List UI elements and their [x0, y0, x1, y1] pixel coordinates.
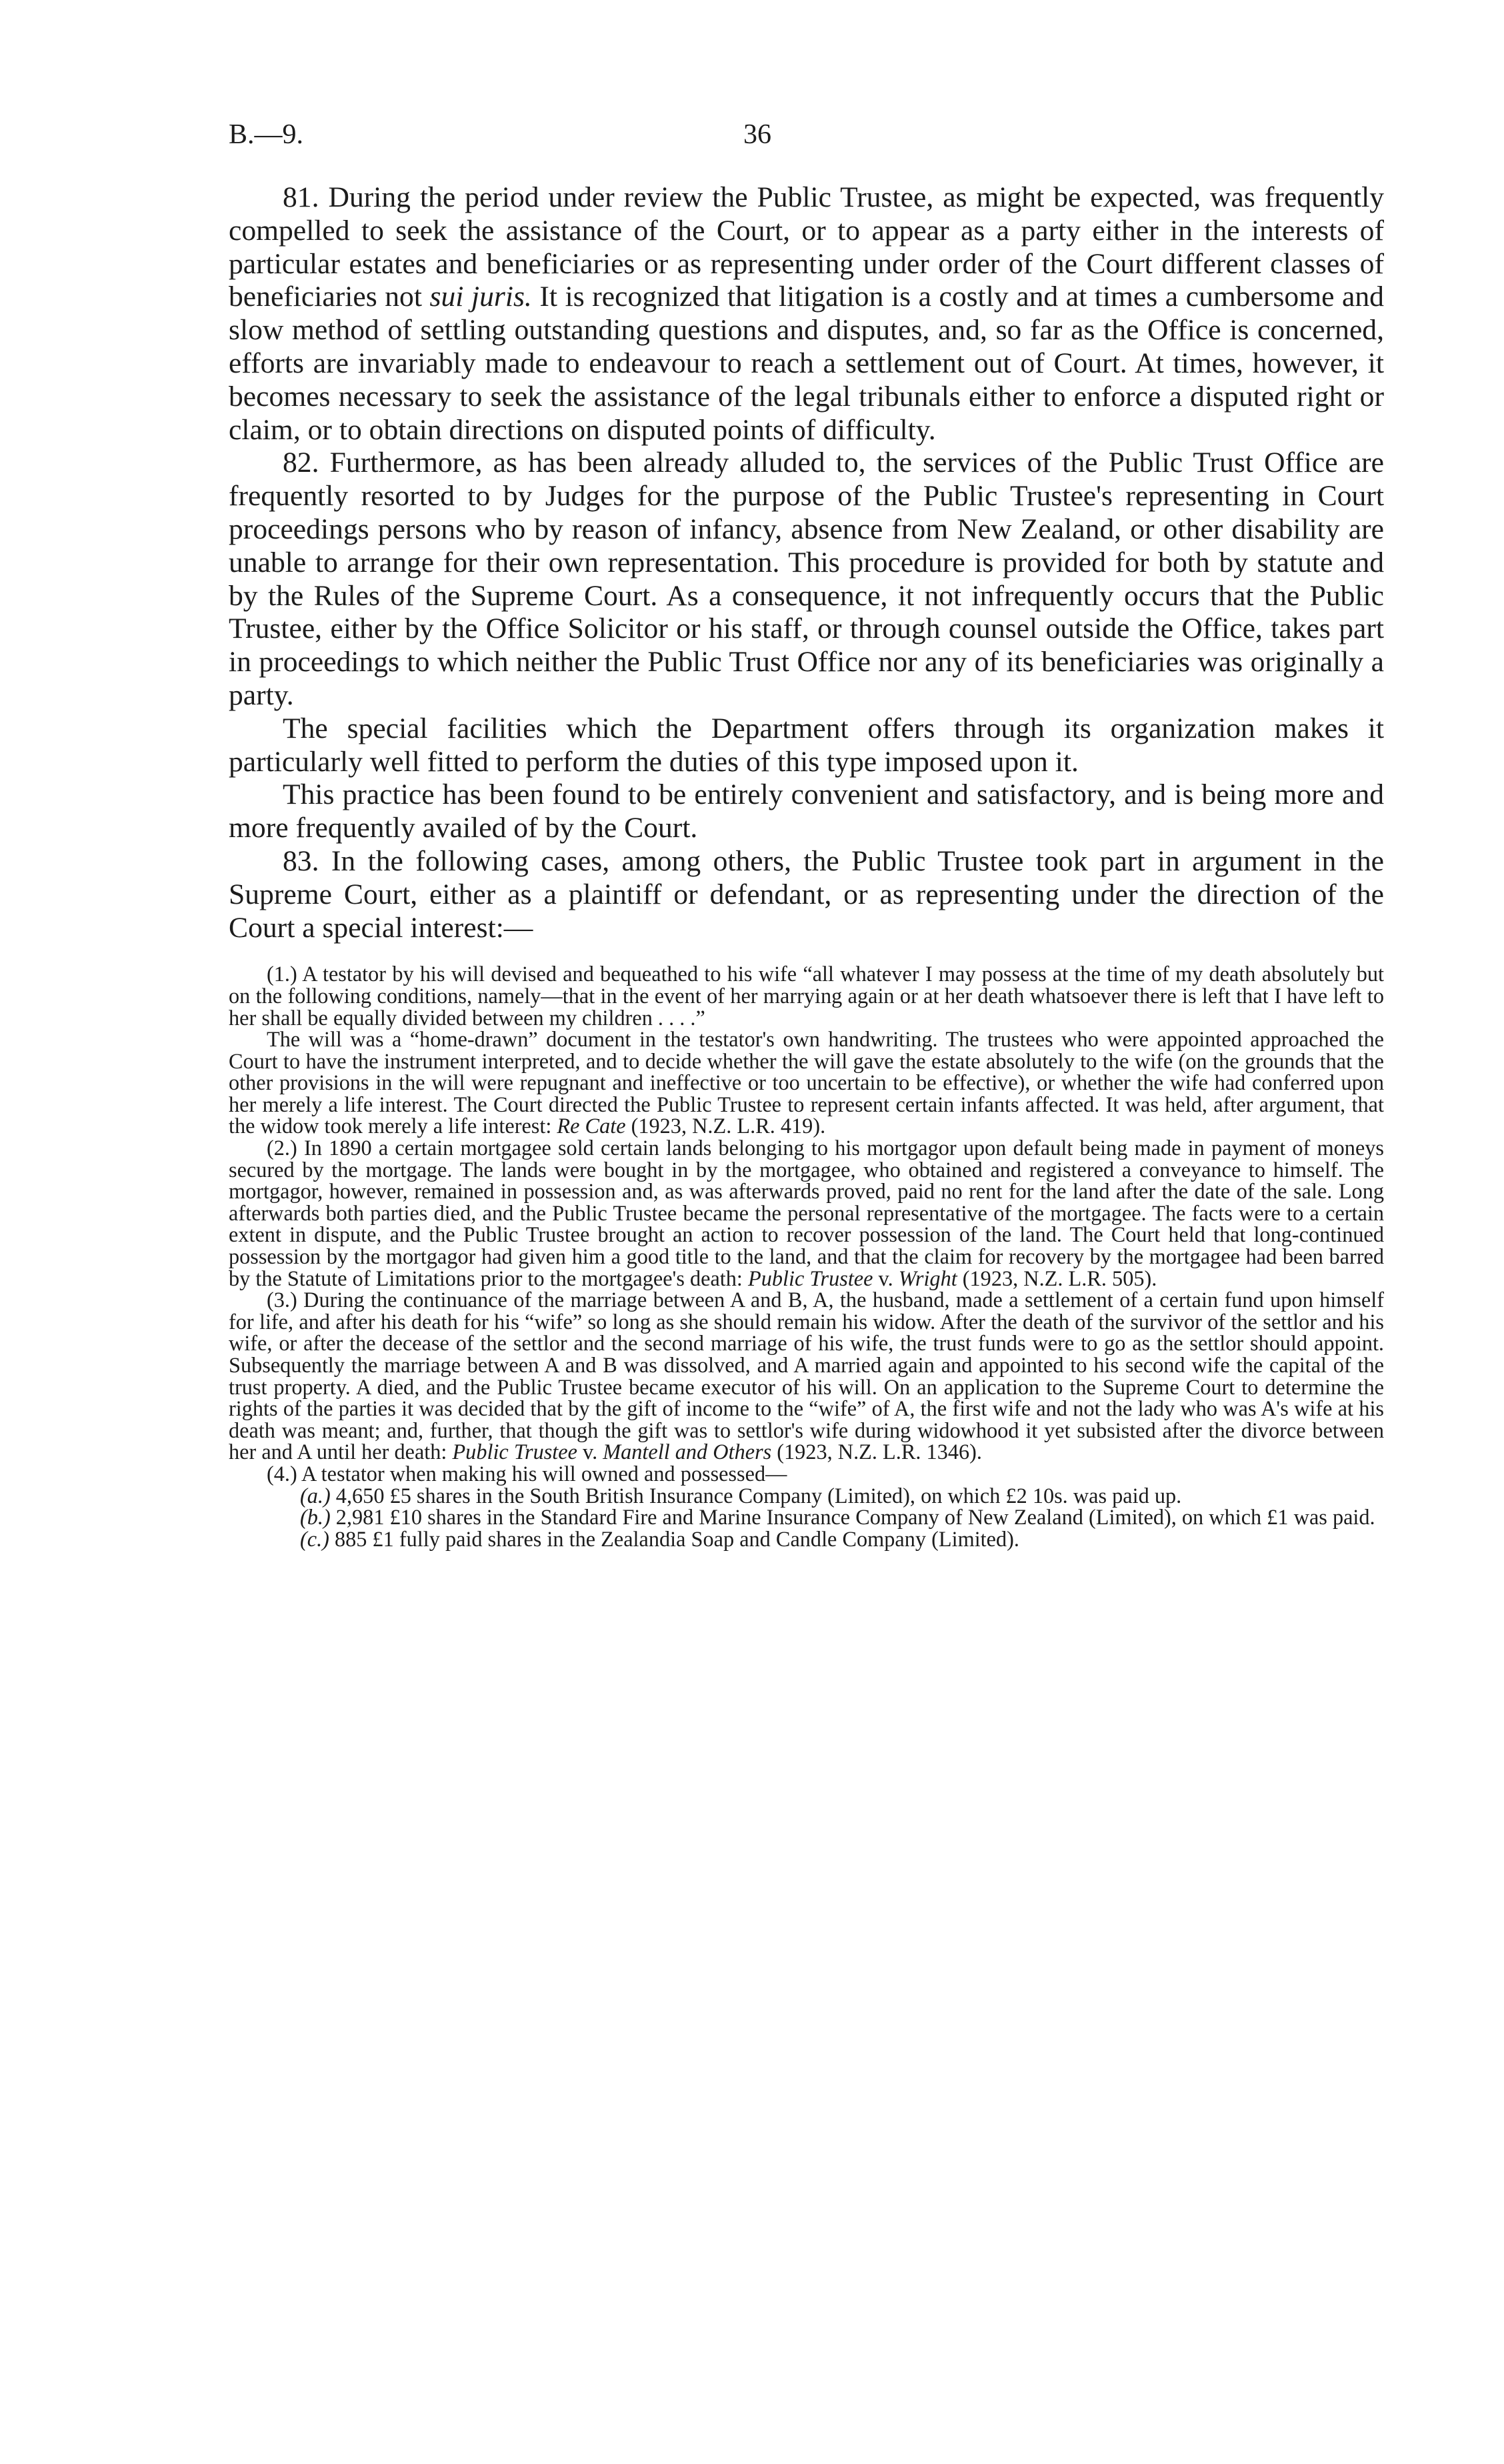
holding-b: (b.) 2,981 £10 shares in the Standard Fire and Marine Insurance Company of New Zealand (Limited), on which £1 was paid. [300, 1505, 1375, 1530]
paragraph-practice: This practice has been found to be entirely convenient and satisfactory, and is being more and more frequently availed of by the Court. [229, 778, 1384, 844]
page-number: 36 [743, 119, 771, 150]
paragraph-83: 83. In the following cases, among others, the Public Trustee took part in argument in the Supreme Court, either as a plaintiff or defendant, or as representing under the direction of the Court a special interest:— [229, 844, 1384, 944]
case-3: (3.) During the continuance of the marriage between A and B, A, the husband, made a settlement of a certain fund upon himself for life, and after his death for his “wife” so long as she should remain his widow. After the death of the survivor of the settlor and his wife, or after the decease of the settlor and the second marriage of his wife, the trust funds were to go as the settlor should appoint. Subsequently the marriage between A and B was dissolved, and A married again and appointed to his second wife the capital of the trust property. A died, and the Public Trustee became executor of his will. On an application to the Supreme Court to determine the rights of the parties it was decided that by the gift of income to the “wife” of A, the first wife and not the lady who was A's wife at his death was meant; and, further, that though the gift was to settlor's wife during widowhood it yet subsisted after the divorce between her and A until her death: Public Trustee v. Mantell and Others (1923, N.Z. L.R. 1346). [229, 1288, 1384, 1464]
holding-c: (c.) 885 £1 fully paid shares in the Zealandia Soap and Candle Company (Limited). [300, 1526, 1019, 1551]
page-header [229, 119, 1286, 159]
holding-a: (a.) 4,650 £5 shares in the South British Insurance Company (Limited), on which £2 10s. was paid up. [300, 1483, 1182, 1508]
case-4-holdings [229, 1485, 1384, 1550]
paragraph-81: 81. During the period under review the Public Trustee, as might be expected, was frequently compelled to seek the assistance of the Court, or to appear as a party either in the interests of particular estates and beneficiaries or as representing under order of the Court different classes of beneficiaries not sui juris. It is recognized that litigation is a costly and at times a cumbersome and slow method of settling outstanding questions and disputes, and, so far as the Office is concerned, efforts are invariably made to endeavour to reach a settlement out of Court. At times, however, it becomes necessary to seek the assistance of the legal tribunals either to enforce a disputed right or claim, or to obtain directions on disputed points of difficulty. [229, 181, 1384, 446]
paragraph-special-facilities: The special facilities which the Department offers through its organization makes it particularly well fitted to perform the duties of this type imposed upon it. [229, 712, 1384, 778]
case-list [229, 963, 1384, 1550]
case-4: (4.) A testator when making his will owned and possessed— [267, 1461, 787, 1486]
case-2: (2.) In 1890 a certain mortgagee sold certain lands belonging to his mortgagor upon default being made in payment of moneys secured by the mortgage. The lands were bought in by the mortgagee, who obtained and registered a conveyance to himself. The mortgagor, however, remained in possession and, as was afterwards proved, paid no rent for the land after the date of the sale. Long afterwards both parties died, and the Public Trustee became the personal representative of the mortgagee. The facts were to a certain extent in dispute, and the Public Trustee brought an action to recover possession of the land. The Court held that long-continued possession by the mortgagor had given him a good title to the land, and that the claim for recovery by the mortgagee had been barred by the Statute of Limitations prior to the mortgagee's death: Public Trustee v. Wright (1923, N.Z. L.R. 505). [229, 1136, 1384, 1290]
paragraph-82: 82. Furthermore, as has been already alluded to, the services of the Public Trust Office are frequently resorted to by Judges for the purpose of the Public Trustee's representing in Court proceedings persons who by reason of infancy, absence from New Zealand, or other disability are unable to arrange for their own representation. This procedure is provided for both by statute and by the Rules of the Supreme Court. As a consequence, it not infrequently occurs that the Public Trustee, either by the Office Solicitor or his staff, or through counsel outside the Office, takes part in proceedings to which neither the Public Trust Office nor any of its beneficiaries was originally a party. [229, 447, 1384, 711]
case-1-detail: The will was a “home-drawn” document in the testator's own handwriting. The trustees who were appointed approached the Court to have the instrument interpreted, and to decide whether the will gave the estate absolutely to the wife (on the grounds that the other provisions in the will were repugnant and ineffective or too uncertain to be effective), or whether the wife had conferred upon her merely a life interest. The Court directed the Public Trustee to represent certain infants affected. It was held, after argument, that the widow took merely a life interest: Re Cate (1923, N.Z. L.R. 419). [229, 1027, 1384, 1138]
case-1: (1.) A testator by his will devised and bequeathed to his wife “all whatever I may possess at the time of my death absolutely but on the following conditions, namely—that in the event of her marrying again or at her death whatsoever there is left that I have left to her shall be equally divided between my children . . . .” [229, 962, 1384, 1030]
page-body [229, 181, 1384, 1550]
document-reference: B.—9. [229, 119, 304, 150]
